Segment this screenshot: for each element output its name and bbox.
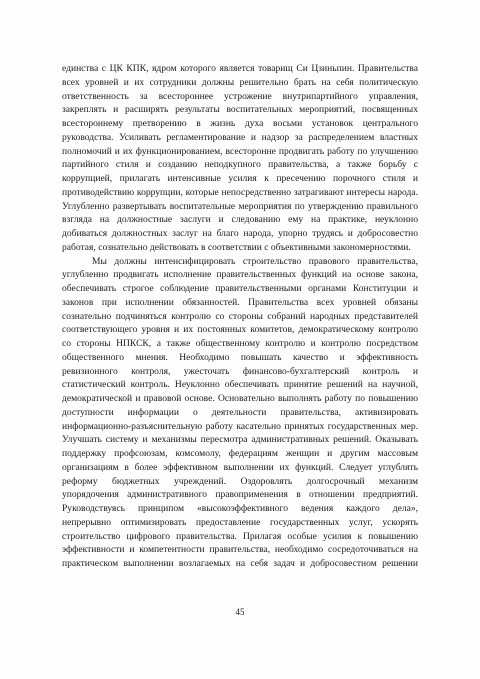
text-line: демократической и правовой основе. Основательно выполнять работу по повышению: [62, 393, 418, 404]
text-line: Углубленно развертывать воспитательные мероприятия по утверждению правильного: [62, 200, 418, 212]
text-line: поддержку профсоюзам, комсомолу, федерациям женщин и другим массовым: [62, 448, 418, 459]
text-line: взгляда на должностные заслуги и следованию ему на практике, неуклонно: [62, 214, 418, 226]
text-line: партийного стиля и созданию неподкупного правительства, а также борьбу с: [62, 159, 418, 171]
text-line: строительство цифрового правительства. Прилагая особые усилия к повышению: [62, 530, 418, 542]
text-line: информационно-разъяснительную работу касательно принятых государственных мер.: [62, 420, 418, 432]
text-line: упорядочения административного правоприменения в отношении предприятий.: [62, 489, 418, 501]
text-line: полномочий и их функционированием, всесторонне продвигать работу по улучшению: [62, 145, 418, 157]
text-line: эффективности и компетентности правительства, необходимо сосредоточиваться на: [62, 544, 418, 556]
text-line: сознательно подчиняться контролю со стороны собраний народных представителей: [62, 310, 418, 322]
text-line: руководства. Усиливать регламентирование и надзор за распределением властных: [62, 131, 418, 143]
text-line: всех уровней и их сотрудники должны решительно брать на себя политическую: [62, 76, 418, 88]
text-line: со стороны НПКСК, а также общественному контролю и контролю посредством: [62, 338, 418, 349]
text-line: доступности информации о деятельности правительства, активизировать: [62, 406, 418, 418]
text-line: углубленно продвигать исполнение правительственных функций на основе закона,: [62, 269, 418, 281]
text-line: реформу бюджетных учреждений. Оздоровлять долгосрочный механизм: [62, 475, 418, 487]
text-line: законов при исполнении обязанностей. Правительства всех уровней обязаны: [62, 296, 418, 308]
paragraph-first-line: Мы должны интенсифицировать строительство правового правительства,: [92, 255, 418, 267]
page-number: 45: [235, 607, 245, 617]
text-line: всестороннему претворению в жизнь духа восьми установок центрального: [62, 118, 418, 129]
text-line: непрерывно оптимизировать предоставление государственных услуг, ускорять: [62, 516, 418, 528]
text-line: закреплять и расширять результаты воспитательных мероприятий, посвященных: [62, 104, 418, 116]
text-line: статистический контроль. Неуклонно обеспечивать принятие решений на научной,: [62, 379, 418, 391]
text-line: добиваться должностных заслуг на благо народа, упорно трудясь и добросовестно: [62, 228, 418, 239]
text-line: работая, сознательно действовать в соответствии с объективными закономерностями.: [62, 241, 411, 253]
text-line: противодействию коррупции, которые непосредственно затрагивают интересы народа.: [62, 186, 418, 198]
text-line: коррупцией, прилагать интенсивные усилия к пресечению порочного стиля и: [62, 173, 418, 184]
text-line: соответствующего уровня и их постоянных комитетов, демократическому контролю: [62, 324, 418, 336]
text-line: Улучшать систему и механизмы пересмотра административных решений. Оказывать: [62, 434, 418, 446]
body-text: [62, 62, 418, 571]
text-line: общественного мнения. Необходимо повышать качество и эффективность: [62, 351, 418, 363]
text-line: организациям в более эффективном выполнении их функций. Следует углублять: [62, 461, 418, 473]
text-line: Руководствуясь принципом «высокоэффективного ведения каждого дела»,: [62, 503, 418, 514]
text-line: ответственность за всестороннее устрожение внутрипартийного управления,: [62, 90, 418, 102]
text-line: единства с ЦК КПК, ядром которого является товарищ Си Цзиньпин. Правительства: [62, 63, 418, 74]
text-line: ревизионного контроля, ужесточать финансово-бухгалтерский контроль и: [62, 365, 418, 377]
text-line: обеспечивать строгое соблюдение правительственными органами Конституции и: [62, 283, 418, 294]
text-line: практическом выполнении возлагаемых на себя задач и добросовестном решении: [62, 558, 418, 569]
